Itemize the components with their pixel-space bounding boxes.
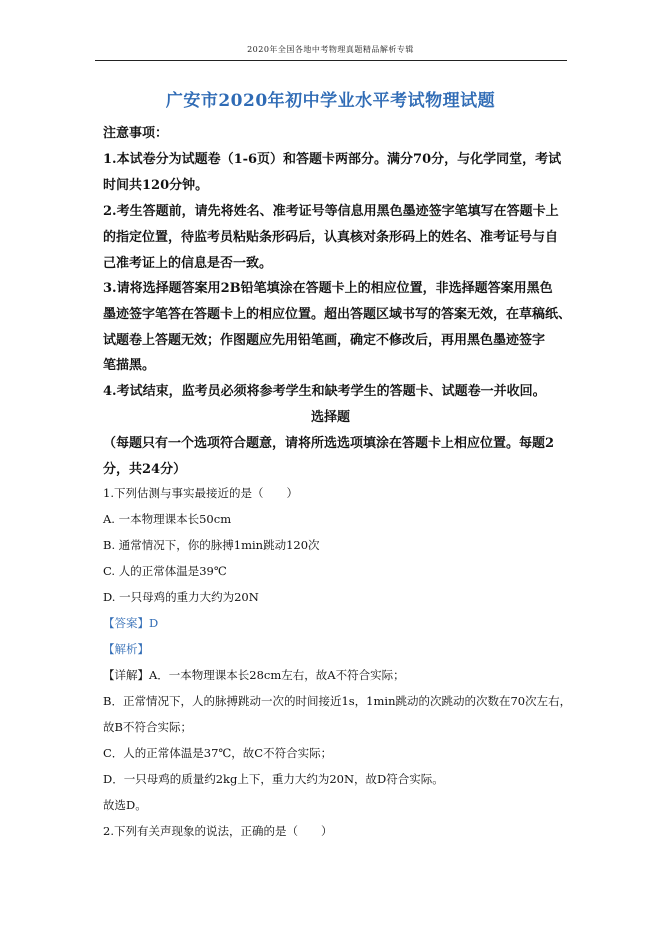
section-title: 选择题 <box>310 410 350 425</box>
section-instruction: （每题只有一个选项符合题意，请将所选选项填涂在答题卡上相应位置。每题2 <box>103 436 555 451</box>
option-d: D. 一只母鸡的重力大约为20N <box>103 590 259 604</box>
detail-line: 故选D。 <box>103 798 147 812</box>
notice-line: 1.本试卷分为试题卷（1-6页）和答题卡两部分。满分70分，与化学同堂，考试 <box>103 152 562 167</box>
notice-line: 墨迹签字笔答在答题卡上的相应位置。超出答题区域书写的答案无效，在草稿纸、 <box>103 307 572 322</box>
option-b: B. 通常情况下，你的脉搏1min跳动120次 <box>103 538 320 552</box>
detail-line: 故B不符合实际； <box>103 720 192 734</box>
detail-line: 【详解】A．一本物理课本长28cm左右，故A不符合实际； <box>103 668 405 682</box>
notice-line: 的指定位置，待监考员粘贴条形码后，认真核对条形码上的姓名、准考证号与自 <box>103 230 559 245</box>
question-stem: 1.下列估测与事实最接近的是（ ） <box>103 486 298 500</box>
detail-line: D．一只母鸡的质量约2kg上下，重力大约为20N，故D符合实际。 <box>103 772 444 786</box>
option-c: C. 人的正常体温是39℃ <box>103 564 227 578</box>
detail-line: C．人的正常体温是37℃，故C不符合实际； <box>103 746 333 760</box>
notice-line: 4.考试结束，监考员必须将参考学生和缺考学生的答题卡、试题卷一并收回。 <box>103 384 546 399</box>
notice-line: 试题卷上答题无效；作图题应先用铅笔画，确定不修改后，再用黑色墨迹签字 <box>103 333 546 348</box>
notice-line: 时间共120分钟。 <box>103 178 209 193</box>
notice-line: 己准考证上的信息是否一致。 <box>103 256 273 271</box>
page-header: 2020年全国各地中考物理真题精品解析专辑 <box>247 45 414 54</box>
section-instruction: 分，共24分） <box>103 462 187 477</box>
header-divider <box>95 60 567 61</box>
notice-line: 3.请将选择题答案用2B铅笔填涂在答题卡上的相应位置，非选择题答案用黑色 <box>103 281 553 296</box>
notice-heading: 注意事项： <box>103 126 169 141</box>
answer-label: 【答案】D <box>103 616 159 630</box>
option-a: A. 一本物理课本长50cm <box>103 512 232 526</box>
analysis-label: 【解析】 <box>103 642 149 656</box>
detail-line: B．正常情况下，人的脉搏跳动一次的时间接近1s，1min跳动的次跳动的次数在70次左右， <box>103 694 572 708</box>
notice-line: 笔描黑。 <box>103 358 156 373</box>
exam-title: 广安市2020年初中学业水平考试物理试题 <box>165 91 496 111</box>
notice-line: 2.考生答题前，请先将姓名、准考证号等信息用黑色墨迹签字笔填写在答题卡上 <box>103 204 559 219</box>
question-stem: 2.下列有关声现象的说法，正确的是（ ） <box>103 824 333 838</box>
